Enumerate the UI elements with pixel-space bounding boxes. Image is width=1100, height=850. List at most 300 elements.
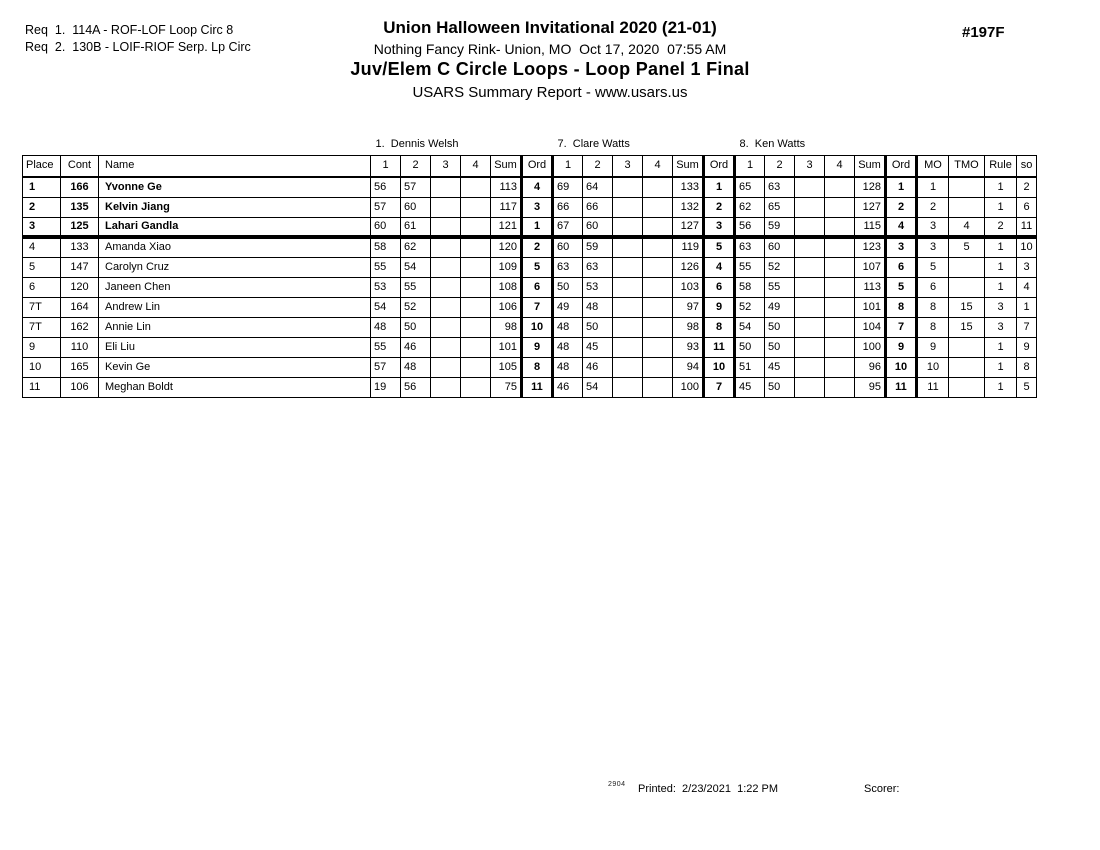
judge1-score3-cell [431,277,461,297]
judge3-score3-cell [795,217,825,237]
judge1-score4-cell [461,357,491,377]
judge1-score3-cell [431,357,461,377]
judge2-score2-cell: 46 [583,357,613,377]
judge3-sum-cell: 96 [855,357,886,377]
name-cell: Kelvin Jiang [99,197,371,217]
header-judge1-ord: Ord [522,155,553,177]
judge2-ord-cell: 5 [704,237,735,257]
judge2-score1-cell: 67 [553,217,583,237]
judge1-score3-cell [431,317,461,337]
judge1-score2-cell: 54 [401,257,431,277]
judge1-score1-cell: 55 [371,337,401,357]
judge2-ord-cell: 7 [704,377,735,397]
name-cell: Amanda Xiao [99,237,371,257]
judge1-score3-cell [431,197,461,217]
judge2-score4-cell [643,277,673,297]
tmo-cell: 4 [949,217,985,237]
judge1-sum-cell: 109 [491,257,522,277]
judge1-score3-cell [431,237,461,257]
tmo-cell: 15 [949,297,985,317]
judge1-score1-cell: 19 [371,377,401,397]
header-judge3-2: 2 [765,155,795,177]
judge3-ord-cell: 8 [886,297,917,317]
judge1-ord-cell: 9 [522,337,553,357]
cont-cell: 110 [61,337,99,357]
judge1-score1-cell: 56 [371,177,401,197]
judge2-score4-cell [643,337,673,357]
header-judge1-1: 1 [371,155,401,177]
judge1-sum-cell: 120 [491,237,522,257]
judge3-score4-cell [825,217,855,237]
header-judge3-ord: Ord [886,155,917,177]
judge2-score2-cell: 45 [583,337,613,357]
name-cell: Eli Liu [99,337,371,357]
judge3-score1-cell: 62 [735,197,765,217]
judge1-sum-cell: 105 [491,357,522,377]
place-cell: 7T [23,297,61,317]
name-cell: Lahari Gandla [99,217,371,237]
judge3-ord-cell: 11 [886,377,917,397]
judge2-score4-cell [643,177,673,197]
judge2-sum-cell: 133 [673,177,704,197]
place-cell: 6 [23,277,61,297]
judge2-score1-cell: 50 [553,277,583,297]
rule-cell: 1 [985,337,1017,357]
judge2-ord-cell: 8 [704,317,735,337]
judge1-score1-cell: 58 [371,237,401,257]
judge1-ord-cell: 5 [522,257,553,277]
judge1-ord-cell: 2 [522,237,553,257]
header-judge1-sum: Sum [491,155,522,177]
table-body [23,177,1037,397]
judge3-ord-cell: 10 [886,357,917,377]
judge3-score4-cell [825,357,855,377]
header-judge3-1: 1 [735,155,765,177]
judge2-score2-cell: 66 [583,197,613,217]
judge2-sum-cell: 103 [673,277,704,297]
judge3-sum-cell: 101 [855,297,886,317]
judge3-score4-cell [825,317,855,337]
judge2-ord-cell: 9 [704,297,735,317]
judge3-score4-cell [825,257,855,277]
judge2-sum-cell: 126 [673,257,704,277]
judge1-score4-cell [461,297,491,317]
judge2-score2-cell: 48 [583,297,613,317]
judge2-score1-cell: 49 [553,297,583,317]
header-judge3-4: 4 [825,155,855,177]
judge3-sum-cell: 115 [855,217,886,237]
judge1-score4-cell [461,337,491,357]
judge1-ord-cell: 10 [522,317,553,337]
judge1-sum-cell: 121 [491,217,522,237]
judge1-sum-cell: 101 [491,337,522,357]
judge3-score1-cell: 55 [735,257,765,277]
tmo-cell [949,177,985,197]
judge3-score4-cell [825,297,855,317]
rule-cell: 3 [985,297,1017,317]
place-cell: 2 [23,197,61,217]
tmo-cell [949,257,985,277]
skater-row [23,237,1037,257]
judge3-score3-cell [795,357,825,377]
skater-row [23,277,1037,297]
event-number: #197F [962,24,1005,41]
judge3-sum-cell: 123 [855,237,886,257]
judge2-score3-cell [613,197,643,217]
head-spacer-left [23,134,371,155]
tmo-cell [949,377,985,397]
skater-row [23,337,1037,357]
judge-name-row [23,134,1037,155]
judge3-score3-cell [795,257,825,277]
judge1-ord-cell: 3 [522,197,553,217]
judge1-sum-cell: 98 [491,317,522,337]
judge2-sum-cell: 100 [673,377,704,397]
judge1-sum-cell: 117 [491,197,522,217]
skater-row [23,177,1037,197]
judge2-ord-cell: 3 [704,217,735,237]
judge2-sum-cell: 94 [673,357,704,377]
mo-cell: 10 [917,357,949,377]
header-judge3-sum: Sum [855,155,886,177]
judge3-score2-cell: 50 [765,377,795,397]
judge3-score3-cell [795,197,825,217]
judge2-score3-cell [613,177,643,197]
header-judge2-4: 4 [643,155,673,177]
judge3-sum-cell: 113 [855,277,886,297]
judge3-score4-cell [825,197,855,217]
judge3-score4-cell [825,337,855,357]
judge1-score3-cell [431,297,461,317]
so-cell: 7 [1017,317,1037,337]
header-judge2-1: 1 [553,155,583,177]
judge3-score1-cell: 51 [735,357,765,377]
judge1-score3-cell [431,177,461,197]
cont-cell: 162 [61,317,99,337]
judge2-ord-cell: 10 [704,357,735,377]
judge3-sum-cell: 128 [855,177,886,197]
name-cell: Janeen Chen [99,277,371,297]
judge1-score1-cell: 55 [371,257,401,277]
judge1-score4-cell [461,277,491,297]
judge3-ord-cell: 1 [886,177,917,197]
judge2-score4-cell [643,217,673,237]
judge2-score1-cell: 66 [553,197,583,217]
place-cell: 4 [23,237,61,257]
judge3-ord-cell: 2 [886,197,917,217]
judge3-sum-cell: 100 [855,337,886,357]
column-header-row [23,155,1037,177]
report-title: USARS Summary Report - www.usars.us [412,84,688,101]
table-head [23,134,1037,177]
name-cell: Kevin Ge [99,357,371,377]
judge3-score4-cell [825,377,855,397]
requirement-line-1: Req 1. 114A - ROF-LOF Loop Circ 8 [25,23,234,37]
place-cell: 5 [23,257,61,277]
judge2-score3-cell [613,317,643,337]
judge1-sum-cell: 75 [491,377,522,397]
judge2-score4-cell [643,237,673,257]
mo-cell: 3 [917,237,949,257]
judge2-score4-cell [643,357,673,377]
header-rule: Rule [985,155,1017,177]
judge3-score1-cell: 58 [735,277,765,297]
header-mo: MO [917,155,949,177]
judge1-score1-cell: 60 [371,217,401,237]
judge2-score3-cell [613,237,643,257]
judge1-score1-cell: 48 [371,317,401,337]
header-judge2-3: 3 [613,155,643,177]
judge2-score2-cell: 64 [583,177,613,197]
judge2-ord-cell: 2 [704,197,735,217]
judge2-score2-cell: 59 [583,237,613,257]
judge3-score1-cell: 52 [735,297,765,317]
skater-row [23,317,1037,337]
judge3-ord-cell: 3 [886,237,917,257]
judge3-score1-cell: 63 [735,237,765,257]
judge1-score4-cell [461,197,491,217]
judge2-score1-cell: 60 [553,237,583,257]
mo-cell: 2 [917,197,949,217]
judge3-score1-cell: 50 [735,337,765,357]
judge2-ord-cell: 11 [704,337,735,357]
so-cell: 10 [1017,237,1037,257]
judge1-score3-cell [431,377,461,397]
judge2-ord-cell: 6 [704,277,735,297]
rule-cell: 1 [985,257,1017,277]
judge2-score3-cell [613,297,643,317]
judge3-score1-cell: 56 [735,217,765,237]
header-cont: Cont [61,155,99,177]
head-spacer-right [917,134,1037,155]
so-cell: 3 [1017,257,1037,277]
judge1-ord-cell: 11 [522,377,553,397]
so-cell: 6 [1017,197,1037,217]
cont-cell: 120 [61,277,99,297]
judge2-score3-cell [613,357,643,377]
so-cell: 11 [1017,217,1037,237]
skater-row [23,197,1037,217]
division-title: Juv/Elem C Circle Loops - Loop Panel 1 Final [350,59,750,79]
judge3-score3-cell [795,297,825,317]
cont-cell: 125 [61,217,99,237]
tmo-cell [949,277,985,297]
rule-cell: 3 [985,317,1017,337]
header-place: Place [23,155,61,177]
judge3-sum-cell: 107 [855,257,886,277]
skater-row [23,377,1037,397]
judge2-score1-cell: 69 [553,177,583,197]
rule-cell: 1 [985,237,1017,257]
judge3-score2-cell: 65 [765,197,795,217]
judge2-score1-cell: 46 [553,377,583,397]
judge1-score3-cell [431,257,461,277]
judge3-score2-cell: 59 [765,217,795,237]
place-cell: 3 [23,217,61,237]
event-title: Union Halloween Invitational 2020 (21-01) [383,18,717,37]
judge3-score2-cell: 60 [765,237,795,257]
tmo-cell: 15 [949,317,985,337]
venue-date-line: Nothing Fancy Rink- Union, MO Oct 17, 2020 07:55 AM [373,41,727,57]
judge2-ord-cell: 4 [704,257,735,277]
header-judge2-ord: Ord [704,155,735,177]
header-name: Name [99,155,371,177]
judge3-ord-cell: 4 [886,217,917,237]
judge3-score3-cell [795,177,825,197]
name-cell: Yvonne Ge [99,177,371,197]
judge3-score4-cell [825,177,855,197]
judge1-score2-cell: 55 [401,277,431,297]
judge1-sum-cell: 113 [491,177,522,197]
judge3-ord-cell: 7 [886,317,917,337]
judge2-score3-cell [613,257,643,277]
judge2-score4-cell [643,377,673,397]
judge2-score2-cell: 63 [583,257,613,277]
judge3-score4-cell [825,237,855,257]
rule-cell: 1 [985,357,1017,377]
judge3-sum-cell: 127 [855,197,886,217]
results-table [22,134,1037,398]
place-cell: 10 [23,357,61,377]
tmo-cell [949,337,985,357]
place-cell: 11 [23,377,61,397]
judge1-ord-cell: 6 [522,277,553,297]
header-judge3-3: 3 [795,155,825,177]
mo-cell: 11 [917,377,949,397]
name-cell: Meghan Boldt [99,377,371,397]
mo-cell: 6 [917,277,949,297]
judge2-score1-cell: 63 [553,257,583,277]
mo-cell: 8 [917,317,949,337]
judge3-score2-cell: 63 [765,177,795,197]
judge3-score1-cell: 65 [735,177,765,197]
judge1-score3-cell [431,337,461,357]
judge3-score2-cell: 49 [765,297,795,317]
judge2-sum-cell: 97 [673,297,704,317]
name-cell: Andrew Lin [99,297,371,317]
cont-cell: 133 [61,237,99,257]
so-cell: 8 [1017,357,1037,377]
judge1-ord-cell: 1 [522,217,553,237]
judge1-score2-cell: 56 [401,377,431,397]
judge-name-2: 7. Clare Watts [557,137,630,150]
judge-name-3: 8. Ken Watts [739,137,806,150]
judge1-score4-cell [461,237,491,257]
judge1-score2-cell: 46 [401,337,431,357]
judge2-score4-cell [643,317,673,337]
header-tmo: TMO [949,155,985,177]
judge1-score2-cell: 52 [401,297,431,317]
so-cell: 4 [1017,277,1037,297]
judge2-score1-cell: 48 [553,337,583,357]
judge2-sum-cell: 119 [673,237,704,257]
judge1-score4-cell [461,257,491,277]
judge1-score2-cell: 57 [401,177,431,197]
judge1-score1-cell: 54 [371,297,401,317]
rule-cell: 1 [985,277,1017,297]
judge3-score2-cell: 52 [765,257,795,277]
so-cell: 5 [1017,377,1037,397]
tmo-cell: 5 [949,237,985,257]
name-cell: Carolyn Cruz [99,257,371,277]
header-judge2-sum: Sum [673,155,704,177]
judge3-score2-cell: 55 [765,277,795,297]
judge1-sum-cell: 106 [491,297,522,317]
judge1-score2-cell: 61 [401,217,431,237]
judge2-score2-cell: 50 [583,317,613,337]
so-cell: 2 [1017,177,1037,197]
judge3-score2-cell: 50 [765,317,795,337]
judge2-ord-cell: 1 [704,177,735,197]
tmo-cell [949,197,985,217]
cont-cell: 147 [61,257,99,277]
judge2-score1-cell: 48 [553,317,583,337]
scorer-label: Scorer: [864,783,900,795]
judge2-score2-cell: 60 [583,217,613,237]
cont-cell: 135 [61,197,99,217]
judge3-score1-cell: 54 [735,317,765,337]
requirement-line-2: Req 2. 130B - LOIF-RIOF Serp. Lp Circ [25,40,251,54]
judge2-score2-cell: 53 [583,277,613,297]
title-block [0,18,1100,101]
judge1-ord-cell: 4 [522,177,553,197]
judge1-score2-cell: 60 [401,197,431,217]
judge3-score3-cell [795,377,825,397]
printed-label: Printed: 2/23/2021 1:22 PM [638,783,779,795]
judge2-score3-cell [613,277,643,297]
judge1-score1-cell: 57 [371,197,401,217]
judge2-score4-cell [643,257,673,277]
mo-cell: 8 [917,297,949,317]
version-mark: 2904 [608,781,626,788]
judge1-ord-cell: 7 [522,297,553,317]
judge2-sum-cell: 98 [673,317,704,337]
skater-row [23,357,1037,377]
judge2-score3-cell [613,337,643,357]
so-cell: 1 [1017,297,1037,317]
cont-cell: 164 [61,297,99,317]
header-judge1-2: 2 [401,155,431,177]
rule-cell: 1 [985,377,1017,397]
header-so: so [1017,155,1037,177]
judge3-ord-cell: 9 [886,337,917,357]
judge1-score2-cell: 62 [401,237,431,257]
judge1-sum-cell: 108 [491,277,522,297]
header-judge1-3: 3 [431,155,461,177]
judge3-score2-cell: 45 [765,357,795,377]
judge2-sum-cell: 93 [673,337,704,357]
judge1-score4-cell [461,377,491,397]
tmo-cell [949,357,985,377]
judge3-score3-cell [795,237,825,257]
judge3-sum-cell: 104 [855,317,886,337]
rule-cell: 1 [985,177,1017,197]
rule-cell: 2 [985,217,1017,237]
cont-cell: 166 [61,177,99,197]
judge3-ord-cell: 5 [886,277,917,297]
cont-cell: 165 [61,357,99,377]
place-cell: 9 [23,337,61,357]
judge1-score2-cell: 50 [401,317,431,337]
judge1-score4-cell [461,217,491,237]
judge2-sum-cell: 127 [673,217,704,237]
judge1-score4-cell [461,317,491,337]
skater-row [23,257,1037,277]
judge2-score1-cell: 48 [553,357,583,377]
judge3-score4-cell [825,277,855,297]
judge1-ord-cell: 8 [522,357,553,377]
skater-row [23,217,1037,237]
